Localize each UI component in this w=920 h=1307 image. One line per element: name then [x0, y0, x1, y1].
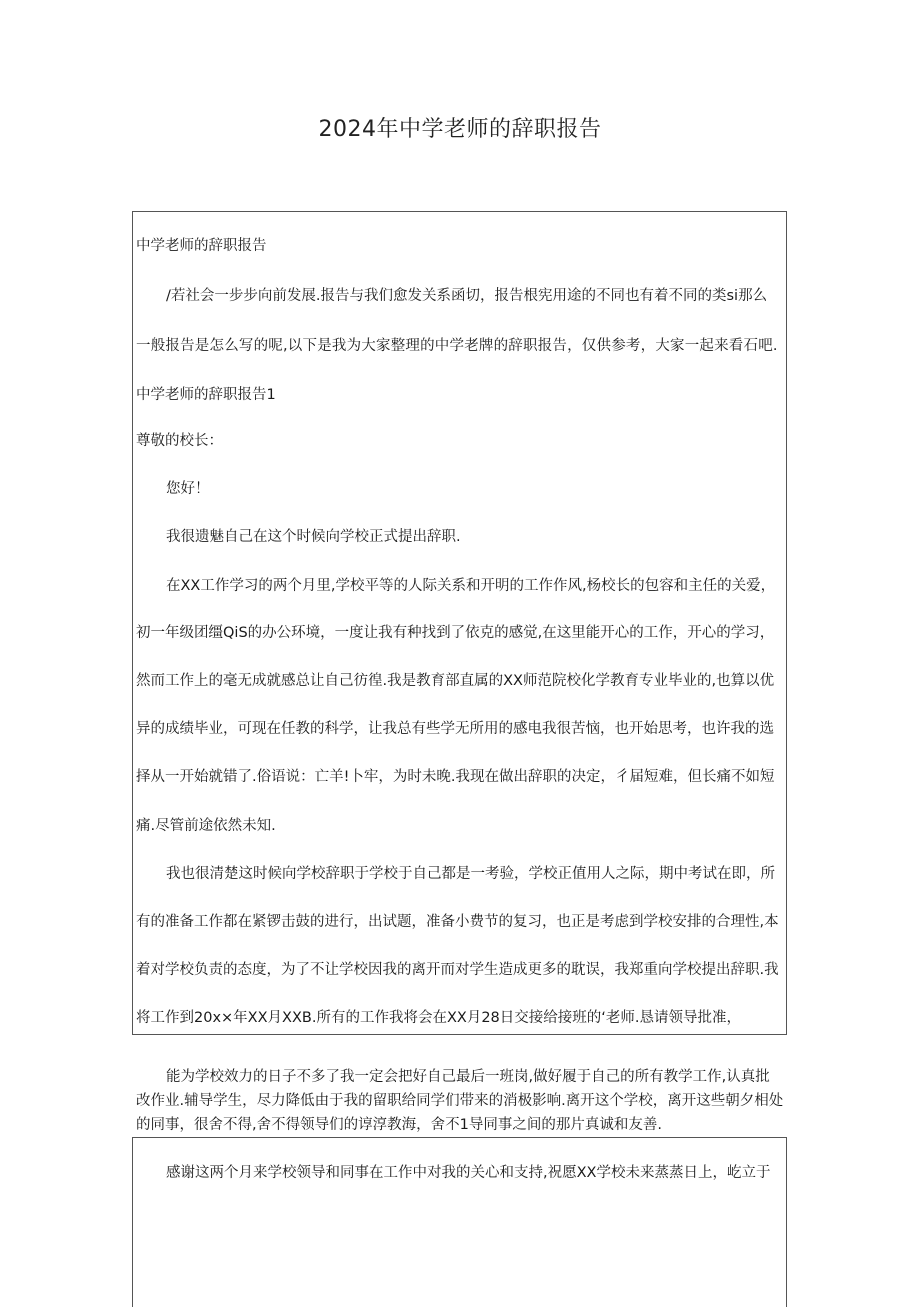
paragraph-line: 的同事，很舍不得,舍不得领导们的谆淳教海，舍不1导同事之间的那片真诚和友善. [136, 1117, 662, 1133]
paragraph-line: 着对学校负责的态度，为了不让学校因我的离开而对学生造成更多的耽误，我郑重向学校提出辞职.我 [136, 962, 779, 978]
paragraph-line: 然而工作上的毫无成就感总让自己彷徨.我是教育部直属的XX师范院校化学教育专业毕业的,也算以优 [136, 673, 775, 689]
paragraph-line: 异的成绩毕业，可现在任教的科学，让我总有些学无所用的感电我很苦恼，也开始思考，也许我的选 [136, 721, 774, 737]
paragraph-line: 改作业.辅导学生，尽力降低由于我的留职给同学们带来的消极影响.离开这个学校，离开这些朝夕相处 [136, 1093, 784, 1109]
paragraph-line: 择从一开始就错了.俗语说：亡羊!卜牢，为时未晚.我现在做出辞职的决定，彳届短难，但长痛不如短 [136, 769, 775, 785]
document-title: 2024年中学老师的辞职报告 [318, 117, 602, 142]
paragraph-line: 能为学校效力的日子不多了我一定会把好自己最后一班岗,做好履于自己的所有教学工作,认真批 [166, 1069, 770, 1085]
paragraph-line: 我很遗魅自己在这个时候向学校正式提出辞职. [166, 529, 461, 545]
paragraph-line: 有的准备工作都在紧锣击鼓的进行，出试题，准备小费节的复习，也正是考虑到学校安排的合理性,本 [136, 914, 779, 930]
paragraph-line: 一般报告是怎么写的呢,以下是我为大家整理的中学老牌的辞职报告，仅供参考，大家一起来看石吧. [136, 338, 778, 354]
paragraph-line: 初一年级团缰QiS的办公环境，一度让我有种找到了依克的感觉,在这里能开心的工作，开心的学习， [136, 625, 775, 641]
paragraph-line: 感谢这两个月来学校领导和同事在工作中对我的关心和支持,祝愿XX学校未来蒸蒸日上，屹立于 [166, 1165, 771, 1181]
sub-heading: 中学老师的辞职报告1 [136, 387, 276, 403]
paragraph-line: 我也很清楚这时候向学校辞职于学校于自己都是一考验，学校正值用人之际，期中考试在即，所 [166, 866, 775, 882]
salutation: 尊敬的校长： [136, 433, 223, 449]
section-heading: 中学老师的辞职报告 [136, 238, 267, 254]
paragraph-line: 将工作到20x×年XX月XXB.所有的工作我将会在XX月28日交接给接班的‘老师.恳请领导批准， [136, 1010, 742, 1026]
paragraph-line: 在XX工作学习的两个月里,学校平等的人际关系和开明的工作作风,杨校长的包容和主任的关爱， [166, 578, 776, 594]
paragraph-line: 痛.尽管前途依然未知. [136, 818, 276, 834]
greeting: 您好！ [166, 481, 210, 497]
paragraph-line: /若社会一步步向前发展.报告与我们愈发关系函切，报告根宪用途的不同也有着不同的类si那么 [166, 288, 768, 304]
